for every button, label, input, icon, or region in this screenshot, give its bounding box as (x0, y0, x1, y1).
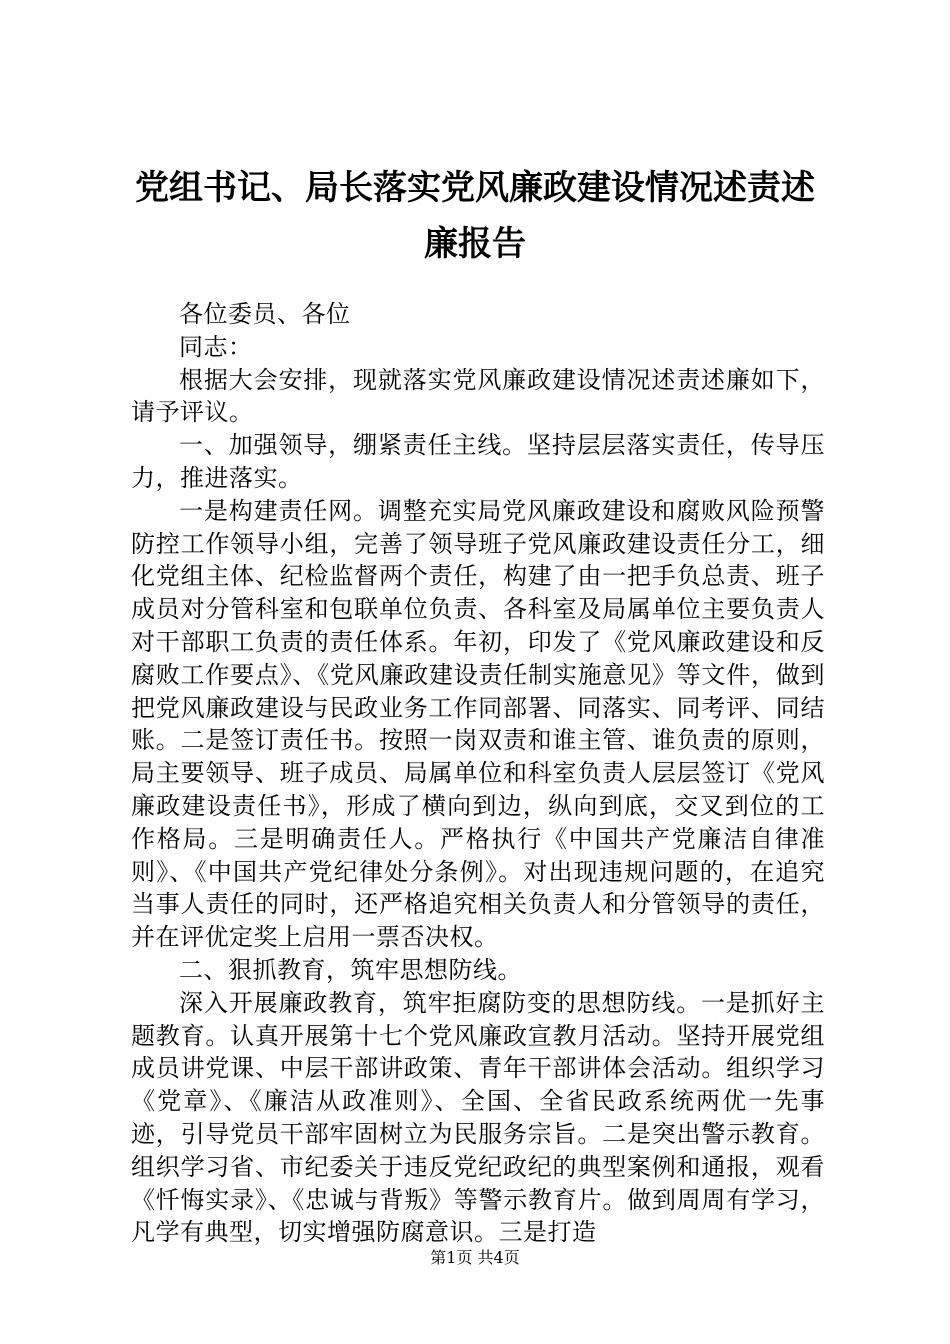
section-heading-2: 二、狠抓教育，筑牢思想防线。 (179, 955, 522, 984)
section-heading-1: 一、加强领导，绷紧责任主线。坚持层层落实责任，传导压力，推进落实。 (131, 431, 825, 492)
document-body (131, 298, 825, 1249)
paragraph-section-2: 深入开展廉政教育，筑牢拒腐防变的思想防线。一是抓好主题教育。认真开展第十七个党风廉政宣教月活动。坚持开展党组成员讲党课、中层干部讲政策、青年干部讲体会活动。组织学习《党章》、《廉洁从政准则》、全国、全省民政系统两优一先事迹，引导党员干部牢固树立为民服务宗旨。二是突出警示教育。组织学习省、市纪委关于违反党纪政纪的典型案例和通报，观看《忏悔实录》、《忠诚与背叛》等警示教育片。做到周周有学习，凡学有典型，切实增强防腐意识。三是打造 (131, 988, 825, 1247)
salutation-line-1: 各位委员、各位 (179, 300, 351, 328)
salutation-line-2: 同志： (179, 332, 253, 361)
page-number-footer: 第1页 共4页 (430, 1248, 520, 1267)
paragraph-intro: 根据大会安排，现就落实党风廉政建设情况述责述廉如下，请予评议。 (131, 365, 825, 427)
paragraph-section-1: 一是构建责任网。调整充实局党风廉政建设和腐败风险预警防控工作领导小组，完善了领导班子党风廉政建设责任分工，细化党组主体、纪检监督两个责任，构建了由一把手负总责、班子成员对分管科室和包联单位负责、各科室及局属单位主要负责人对干部职工负责的责任体系。年初，印发了《党风廉政建设和反腐败工作要点》、《党风廉政建设责任制实施意见》等文件，做到把党风廉政建设与民政业务工作同部署、同落实、同考评、同结账。二是签订责任书。按照一岗双责和谁主管、谁负责的原则，局主要领导、班子成员、局属单位和科室负责人层层签订《党风廉政建设责任书》，形成了横向到边，纵向到底，交叉到位的工作格局。三是明确责任人。严格执行《中国共产党廉洁自律准则》、《中国共产党纪律处分条例》。对出现违规问题的，在追究当事人责任的同时，还严格追究相关负责人和分管领导的责任，并在评优定奖上启用一票否决权。 (131, 496, 825, 952)
document-title: 党组书记、局长落实党风廉政建设情况述责述廉报告 (135, 168, 815, 264)
